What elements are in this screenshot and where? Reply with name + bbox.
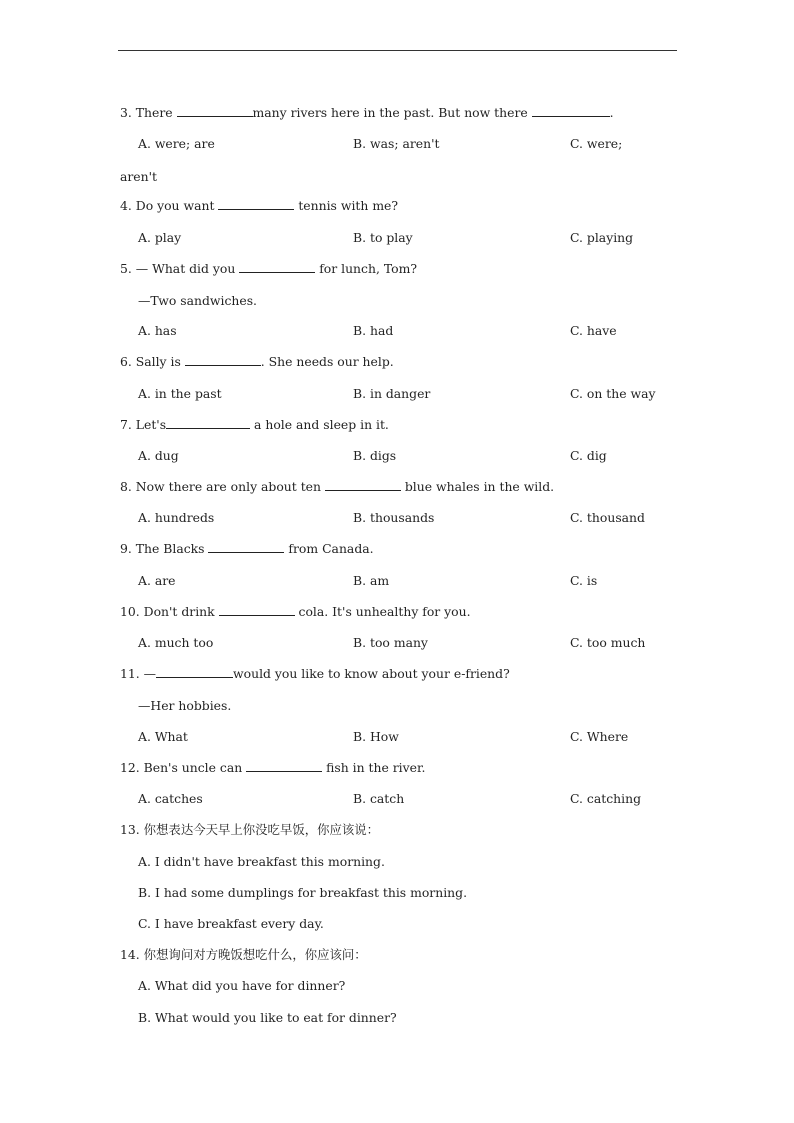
question-12: 12. Ben's uncle can fish in the river. bbox=[120, 760, 426, 775]
option-b[interactable]: B. thousands bbox=[353, 510, 435, 525]
option-c[interactable]: C. is bbox=[570, 573, 598, 588]
option-c[interactable]: C. too much bbox=[570, 635, 646, 650]
option-a[interactable]: A. dug bbox=[138, 448, 179, 463]
option-c[interactable]: C. catching bbox=[570, 791, 642, 806]
question-8: 8. Now there are only about ten blue whales in the wild. bbox=[120, 479, 555, 494]
answer-blank[interactable] bbox=[219, 604, 295, 616]
option-a[interactable]: A. What did you have for dinner? bbox=[138, 978, 346, 993]
option-c[interactable]: C. playing bbox=[570, 230, 634, 245]
option-c-continued: aren't bbox=[120, 169, 158, 184]
header-rule bbox=[118, 50, 677, 51]
option-a[interactable]: A. were; are bbox=[138, 136, 215, 151]
answer-blank[interactable] bbox=[239, 261, 315, 273]
dialog-reply: —Her hobbies. bbox=[138, 698, 232, 713]
question-11: 11. — would you like to know about your e-friend? bbox=[120, 666, 510, 681]
option-a[interactable]: A. in the past bbox=[138, 386, 222, 401]
option-c[interactable]: C. have bbox=[570, 323, 617, 338]
question-4: 4. Do you want tennis with me? bbox=[120, 198, 399, 213]
option-b[interactable]: B. to play bbox=[353, 230, 413, 245]
answer-blank[interactable] bbox=[532, 105, 610, 117]
option-a[interactable]: A. much too bbox=[138, 635, 214, 650]
option-b[interactable]: B. How bbox=[353, 729, 399, 744]
option-a[interactable]: A. What bbox=[138, 729, 188, 744]
question-9: 9. The Blacks from Canada. bbox=[120, 541, 374, 556]
question-3: 3. There many rivers here in the past. But now there . bbox=[120, 105, 614, 120]
option-c[interactable]: C. thousand bbox=[570, 510, 645, 525]
option-b[interactable]: B. too many bbox=[353, 635, 428, 650]
option-a[interactable]: A. has bbox=[138, 323, 177, 338]
option-c[interactable]: C. Where bbox=[570, 729, 629, 744]
answer-blank[interactable] bbox=[177, 105, 253, 117]
option-b[interactable]: B. had bbox=[353, 323, 394, 338]
option-a[interactable]: A. I didn't have breakfast this morning. bbox=[138, 854, 385, 869]
option-b[interactable]: B. was; aren't bbox=[353, 136, 440, 151]
answer-blank[interactable] bbox=[166, 417, 250, 429]
question-6: 6. Sally is . She needs our help. bbox=[120, 354, 394, 369]
question-10: 10. Don't drink cola. It's unhealthy for you. bbox=[120, 604, 471, 619]
dialog-reply: —Two sandwiches. bbox=[138, 293, 257, 308]
option-b[interactable]: B. digs bbox=[353, 448, 397, 463]
option-a[interactable]: A. catches bbox=[138, 791, 203, 806]
option-b[interactable]: B. catch bbox=[353, 791, 405, 806]
option-c[interactable]: C. I have breakfast every day. bbox=[138, 916, 324, 931]
answer-blank[interactable] bbox=[246, 760, 322, 772]
option-b[interactable]: B. I had some dumplings for breakfast this morning. bbox=[138, 885, 468, 900]
answer-blank[interactable] bbox=[208, 541, 284, 553]
option-b[interactable]: B. am bbox=[353, 573, 390, 588]
answer-blank[interactable] bbox=[185, 354, 261, 366]
option-a[interactable]: A. play bbox=[138, 230, 182, 245]
question-13: 13. 你想表达今天早上你没吃早饭，你应该说： bbox=[120, 822, 380, 837]
question-7: 7. Let's a hole and sleep in it. bbox=[120, 417, 389, 432]
option-c[interactable]: C. dig bbox=[570, 448, 607, 463]
question-5: 5. — What did you for lunch, Tom? bbox=[120, 261, 417, 276]
option-a[interactable]: A. hundreds bbox=[138, 510, 215, 525]
option-a[interactable]: A. are bbox=[138, 573, 176, 588]
answer-blank[interactable] bbox=[325, 479, 401, 491]
option-c[interactable]: C. on the way bbox=[570, 386, 656, 401]
option-b[interactable]: B. What would you like to eat for dinner? bbox=[138, 1010, 397, 1025]
option-b[interactable]: B. in danger bbox=[353, 386, 431, 401]
answer-blank[interactable] bbox=[218, 198, 294, 210]
answer-blank[interactable] bbox=[156, 666, 233, 678]
option-c[interactable]: C. were; bbox=[570, 136, 623, 151]
question-14: 14. 你想询问对方晚饭想吃什么，你应该问： bbox=[120, 947, 367, 962]
